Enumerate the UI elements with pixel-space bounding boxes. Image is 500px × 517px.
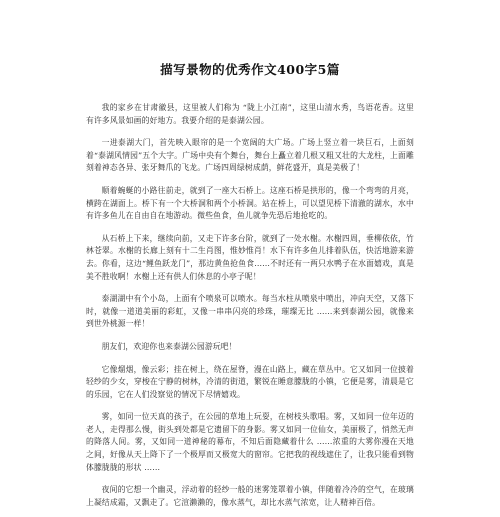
paragraph-1: 我的家乡在甘肃徽县，这里被人们称为 “陇上小江南”，这里山清水秀，鸟语花香。这里有许多风景如画的好地方。我要介绍的是泰湖公园。 [86, 103, 414, 125]
paragraph-5: 泰湖湖中有个小岛，上面有个喷泉可以喷水。每当水柱从喷泉中喷出，冲向天空，又落下时，就像一道道美丽的彩虹，又像一串串闪亮的珍珠，璀璨无比 ……来到泰湖公园，就像来到世外桃源一样！ [86, 294, 414, 329]
document-title: 描写景物的优秀作文400字5篇 [160, 62, 340, 77]
paragraph-7: 它像熘烟，像云彩；挂在树上，绕在屋脊，漫在山路上，藏在草丛中。它又如同一位披着轻纱的少女，穿梭在宁静的树林，冷清的街道，繁锐在睡意朦胧的小镇，它便是雾，清晨是它的乐园，它在人们没察觉的情况下尽情嬉戏。 [86, 364, 414, 399]
paragraph-3: 顺着蜿蜒的小路往前走，就到了一座大石桥上。这座石桥是拱形的，像一个弯弯的月亮，横跨在湖面上。桥下有一个大桥洞和两个小桥洞。站在桥上，可以望见桥下清澈的湖水，水中有许多鱼儿在自由自在地游动。微些鱼食，鱼儿就争先恐后地抢吃的。 [86, 185, 414, 221]
paragraph-8: 雾，如同一位天真的孩子，在公园的草地上玩耍，在树枝头歌唱。雾，又如同一位年迈的老人，走得那么慢，街头到处都是它遗留下的身影。雾又如同一位仙女，美丽极了，悄然无声的降落人间。雾，又如同一道神秘的幕布，不知后面隐藏着什么 ……浓重的大雾你漫在天地之间，好像从天上降下了一个极厚而又极宽大的窗帘。它把我的视线遮住了，让我只能看到物体朦胧胧的形状 …… [86, 412, 414, 472]
paragraph-9: 夜间的它想一个幽灵，浮动着的轻纱一般的迷雾笼罩着小镇，伴随着冷冷的空气，在玻璃上凝结成霜，又飘走了。它渲濑濑的，像水蒸气，却比水蒸气浓宽，让人精神百倍。 [86, 485, 414, 507]
paragraph-2: 一进泰湖大门，首先映入眼帘的是一个宽阔的大广场。广场上竖立着一块巨石，上面刻着“泰湖风情园”五个大字。广场中央有个舞台，舞台上矗立着几根又粗又壮的大龙柱，上面雕刻着神态各异、张牙舞爪的飞龙。广场四周绿树成荫，鲜花盛开，真是美极了！ [86, 138, 414, 173]
paragraph-6: 朋友们，欢迎你也来泰湖公园游玩吧！ [101, 341, 237, 351]
paragraph-4: 从石桥上下来，继续向前，又走下许多台阶，就到了一处水榭。水榭四周，垂柳依依，竹林苍翠。水榭的长廊上刻有十二生肖图，惟妙惟肖！水下有许多鱼儿排着队伍，快活地游来游去。你看，这边“鲤鱼跃龙门”，那边黄鱼抢鱼食……不时还有一两只水鸭子在水面嬉戏，真是美不胜收啊！水榭上还有供人们休息的小亭子呢！ [86, 233, 414, 281]
document-body [86, 102, 414, 517]
